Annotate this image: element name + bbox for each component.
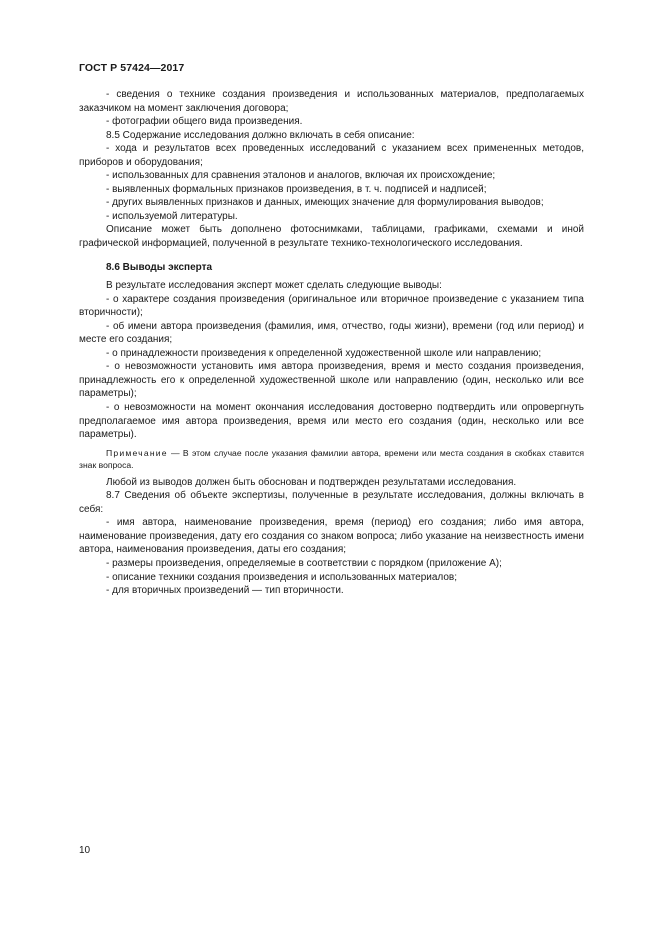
paragraph: - других выявленных признаков и данных, имеющих значение для формулирования выводов; xyxy=(106,197,544,209)
paragraph: 8.5 Содержание исследования должно включать в себя описание: xyxy=(106,129,415,141)
note-label: Примечание xyxy=(106,447,168,458)
document-body xyxy=(79,88,584,598)
paragraph: - о характере создания произведения (оригинальное или вторичное произведение с указанием типа вторичности); xyxy=(79,293,584,319)
paragraph: - о невозможности установить имя автора произведения, время и место создания произведения, принадлежность его к определенной художественной школе или направлению (один, несколько или все параметры); xyxy=(79,361,584,400)
paragraph: - использованных для сравнения эталонов и аналогов, включая их происхождение; xyxy=(106,170,496,182)
paragraph: - размеры произведения, определяемые в соответствии с порядком (приложение А); xyxy=(106,557,502,569)
paragraph: - используемой литературы. xyxy=(106,210,238,222)
paragraph: - выявленных формальных признаков произведения, в т. ч. подписей и надписей; xyxy=(106,183,487,195)
paragraph: - о невозможности на момент окончания исследования достоверно подтвердить или опровергнуть предполагаемое имя автора произведения, время или место его создания (один, несколько или все параметры). xyxy=(79,402,584,441)
note-text: — В этом случае после указания фамилии автора, времени или места создания в скобках ставится знак вопроса. xyxy=(79,447,584,470)
document-header: ГОСТ Р 57424—2017 xyxy=(79,62,185,74)
paragraph: - фотографии общего вида произведения. xyxy=(106,116,303,128)
paragraph: 8.7 Сведения об объекте экспертизы, полученные в результате исследования, должны включать в себя: xyxy=(79,490,584,515)
section-heading: 8.6 Выводы эксперта xyxy=(106,261,213,273)
paragraph: - для вторичных произведений — тип вторичности. xyxy=(106,585,344,597)
paragraph: - имя автора, наименование произведения, время (период) его создания; либо имя автора, наименование произведения, дату его создания со знаком вопроса; либо указание на неизвестность имени автора, наименования произведения, даты его создания; xyxy=(79,517,584,556)
note xyxy=(79,447,584,471)
paragraph: - об имени автора произведения (фамилия, имя, отчество, годы жизни), времени (год или период) и месте его создания; xyxy=(79,320,584,346)
paragraph: - о принадлежности произведения к определенной художественной школе или направлению; xyxy=(106,347,542,359)
paragraph: В результате исследования эксперт может сделать следующие выводы: xyxy=(106,280,442,292)
paragraph: Описание может быть дополнено фотоснимками, таблицами, графиками, схемами и иной графической информацией, полученной в результате технико-технологического исследования. xyxy=(79,224,584,250)
paragraph: - описание техники создания произведения и использованных материалов; xyxy=(106,571,458,583)
paragraph: - хода и результатов всех проведенных исследований с указанием всех примененных методов, приборов и оборудования; xyxy=(79,143,584,168)
page-number: 10 xyxy=(79,845,91,856)
paragraph: Любой из выводов должен быть обоснован и подтвержден результатами исследования. xyxy=(106,476,517,488)
paragraph: - сведения о технике создания произведения и использованных материалов, предполагаемых заказчиком на момент заключения договора; xyxy=(79,89,584,114)
